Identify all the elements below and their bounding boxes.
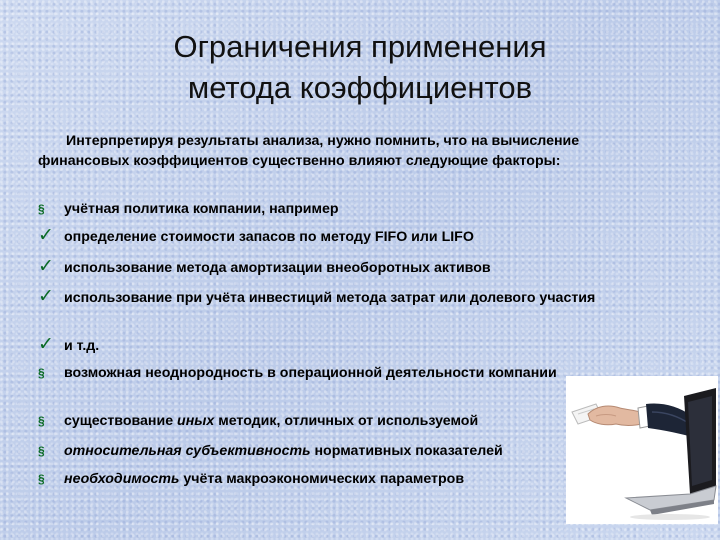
bullet-square-icon: § — [38, 472, 45, 486]
title-line-2: метода коэффициентов — [187, 70, 533, 105]
slide-title — [0, 26, 720, 108]
list-item-text: использование при учёта инвестиций метода затрат или долевого участия — [64, 290, 596, 306]
bullet-square-icon: § — [38, 202, 45, 216]
list-item — [38, 412, 583, 430]
list-item — [38, 200, 583, 218]
list-item-after: методик, отличных от используемой — [214, 413, 479, 429]
checkmark-icon: ✓ — [38, 256, 54, 277]
checkmark-icon: ✓ — [38, 334, 54, 355]
list-item — [38, 288, 598, 307]
bullet-square-icon: § — [38, 414, 45, 428]
list-item-text: учётная политика компании, например — [64, 201, 339, 217]
list-item-text: определение стоимости запасов по методу FIFO или LIFO — [64, 229, 474, 245]
list-item — [38, 364, 558, 382]
list-item-text: возможная неоднородность в операционной деятельности компании — [64, 365, 557, 381]
intro-paragraph: Интерпретируя результаты анализа, нужно помнить, что на вычисление финансовых коэффициентов существенно влияют следующие факторы: — [38, 133, 580, 169]
list-item-italic: иных — [177, 413, 215, 429]
hand-from-laptop-holding-card-image — [566, 376, 718, 524]
bullet-square-icon: § — [38, 366, 45, 380]
list-item-before: существование — [64, 413, 178, 429]
laptop-hand-illustration — [566, 376, 718, 524]
list-item — [38, 470, 583, 488]
checkmark-icon: ✓ — [38, 286, 54, 307]
list-item-after: нормативных показателей — [310, 443, 503, 459]
list-item-after: учёта макроэкономических параметров — [179, 471, 465, 487]
checkmark-icon: ✓ — [38, 225, 54, 246]
list-item-italic: относительная субъективность — [64, 443, 311, 459]
list-item — [38, 336, 583, 355]
list-item — [38, 442, 583, 460]
list-item — [38, 258, 583, 277]
list-item-italic: необходимость — [64, 471, 180, 487]
bullet-square-icon: § — [38, 444, 45, 458]
list-item-text: и т.д. — [64, 338, 100, 354]
title-line-1: Ограничения применения — [173, 29, 547, 64]
list-item-text: использование метода амортизации внеоборотных активов — [64, 260, 491, 276]
list-item — [38, 227, 583, 246]
